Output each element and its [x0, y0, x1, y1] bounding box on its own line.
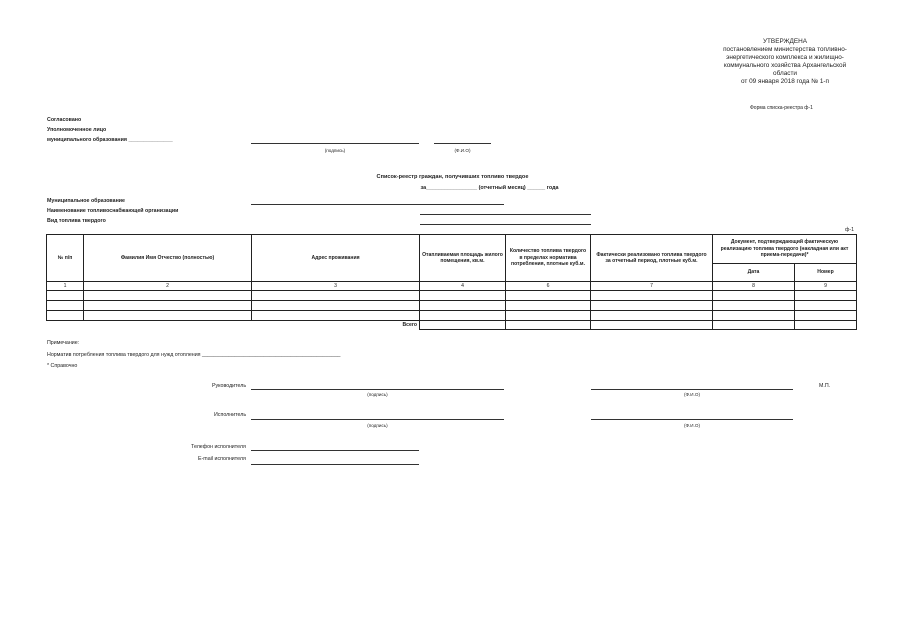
table-cell[interactable] [713, 291, 795, 301]
signature-caption: (подпись) [324, 148, 346, 153]
approval-title: УТВЕРЖДЕНА [762, 38, 808, 45]
supplier-field-label: Наименование топливоснабжающей организации [47, 208, 179, 214]
manager-signature-caption: (подпись) [367, 392, 388, 397]
table-cell[interactable] [795, 291, 857, 301]
executor-signature-caption: (подпись) [367, 423, 388, 428]
municipal-field-line [251, 204, 504, 205]
header-actual: Фактически реализовано топлива твердого за отчетный период, плотные куб.м. [591, 235, 713, 282]
total-cell[interactable] [506, 321, 591, 330]
municipal-field-label: Муниципальное образование [47, 198, 125, 204]
table-cell[interactable] [252, 291, 420, 301]
column-number: 9 [795, 282, 857, 291]
header-fio: Фамилия Имя Отчество (полностью) [84, 235, 252, 282]
table-cell[interactable] [713, 301, 795, 311]
table-cell[interactable] [47, 301, 84, 311]
table-cell[interactable] [252, 311, 420, 321]
approval-line: постановлением министерства топливно- [723, 46, 847, 53]
header-address: Адрес проживания [252, 235, 420, 282]
executor-fio-caption: (Ф.И.О) [684, 423, 700, 428]
table-cell[interactable] [84, 311, 252, 321]
stamp-label: М.П. [819, 383, 831, 389]
table-cell[interactable] [84, 301, 252, 311]
email-line[interactable] [251, 464, 419, 465]
document-title: Список-реестр граждан, получивших топливо твердое [376, 174, 529, 180]
executor-label: Исполнитель [214, 412, 247, 418]
notes-ref: * Справочно [47, 363, 78, 369]
table-row [47, 301, 857, 311]
header-area: Отапливаемая площадь жилого помещения, кв.м. [420, 235, 506, 282]
header-document: Документ, подтверждающий фактическую реализацию топлива твердого (накладная или акт приема-передачи)* [713, 235, 857, 264]
manager-signature-line [251, 389, 504, 390]
column-number: 3 [252, 282, 420, 291]
email-label: E-mail исполнителя [198, 456, 246, 462]
manager-fio-line [591, 389, 793, 390]
table-cell[interactable] [420, 311, 506, 321]
phone-line[interactable] [251, 450, 419, 451]
table-code: ф-1 [845, 227, 855, 233]
total-label: Всего [47, 321, 420, 330]
table-cell[interactable] [591, 291, 713, 301]
form-code: Форма списка-реестра ф-1 [750, 105, 813, 111]
fio-caption: (Ф.И.О) [454, 148, 471, 153]
table-cell[interactable] [420, 291, 506, 301]
phone-label: Телефон исполнителя [191, 444, 246, 450]
registry-table [46, 234, 857, 330]
supplier-field-line [420, 214, 591, 215]
notes-norm: Норматив потребления топлива твердого для нужд отопления _______________________________________________ [47, 352, 341, 358]
table-cell[interactable] [713, 311, 795, 321]
table-cell[interactable] [795, 311, 857, 321]
fuel-type-field-line [420, 224, 591, 225]
period-line: за_________________ (отчетный месяц) ______ года [420, 185, 559, 191]
total-cell[interactable] [591, 321, 713, 330]
table-cell[interactable] [506, 311, 591, 321]
executor-fio-line [591, 419, 793, 420]
approval-block [700, 38, 870, 86]
table-cell[interactable] [591, 301, 713, 311]
column-number: 1 [47, 282, 84, 291]
total-cell[interactable] [795, 321, 857, 330]
header-quantity: Количество топлива твердого в пределах норматива потребления, плотные куб.м. [506, 235, 591, 282]
approval-line: энергетического комплекса и жилищно- [726, 54, 844, 61]
total-cell[interactable] [420, 321, 506, 330]
column-number: 4 [420, 282, 506, 291]
table-cell[interactable] [506, 301, 591, 311]
table-row [47, 311, 857, 321]
agreed-title: Согласовано [47, 117, 82, 123]
authorized-person: Уполномоченное лицо [47, 127, 107, 133]
municipal-formation: муниципального образования _______________ [47, 137, 173, 143]
manager-label: Руководитель [212, 383, 247, 389]
table-cell[interactable] [591, 311, 713, 321]
table-cell[interactable] [47, 291, 84, 301]
column-number: 2 [84, 282, 252, 291]
signature-line [251, 143, 419, 144]
total-row [47, 321, 857, 330]
executor-signature-line [251, 419, 504, 420]
table-cell[interactable] [252, 301, 420, 311]
approval-line: области [773, 70, 797, 77]
table-cell[interactable] [47, 311, 84, 321]
manager-fio-caption: (Ф.И.О) [684, 392, 700, 397]
approval-line: от 09 января 2018 года № 1-п [740, 78, 829, 85]
notes-title: Примечание: [47, 340, 80, 346]
header-number: Номер [795, 264, 857, 282]
table-row [47, 291, 857, 301]
column-number: 8 [713, 282, 795, 291]
column-number: 6 [506, 282, 591, 291]
table-cell[interactable] [506, 291, 591, 301]
header-no: № п/п [47, 235, 84, 282]
fuel-type-field-label: Вид топлива твердого [47, 218, 106, 224]
approval-line: коммунального хозяйства Архангельской [723, 62, 847, 69]
table-cell[interactable] [795, 301, 857, 311]
table-cell[interactable] [84, 291, 252, 301]
total-cell[interactable] [713, 321, 795, 330]
fio-line [434, 143, 491, 144]
header-date: Дата [713, 264, 795, 282]
column-number: 7 [591, 282, 713, 291]
table-cell[interactable] [420, 301, 506, 311]
